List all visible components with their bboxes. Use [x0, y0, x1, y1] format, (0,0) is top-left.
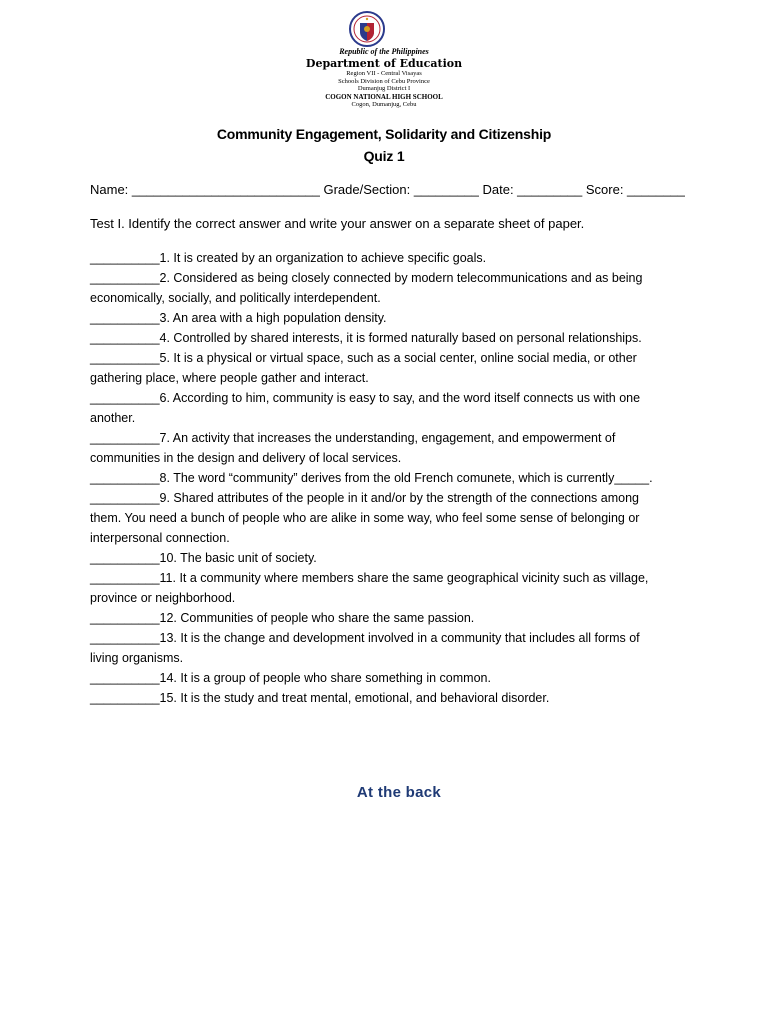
- letterhead-department: Department of Education: [305, 57, 463, 70]
- question-item: __________2. Considered as being closely connected by modern telecommunications and as being economically, socially, and politically interdependent.: [90, 271, 643, 305]
- question-item: __________3. An area with a high population density.: [90, 311, 387, 325]
- question-item: __________10. The basic unit of society.: [90, 551, 317, 565]
- question-item: __________5. It is a physical or virtual space, such as a social center, online social media, or other gathering place, where people gather and interact.: [90, 351, 637, 385]
- question-item: __________4. Controlled by shared interests, it is formed naturally based on personal relationships.: [90, 331, 642, 345]
- deped-seal-icon: [349, 11, 385, 47]
- question-item: __________12. Communities of people who share the same passion.: [90, 611, 475, 625]
- letterhead-school: COGON NATIONAL HIGH SCHOOL: [325, 92, 443, 101]
- back-page-note: At the back: [356, 784, 442, 801]
- letterhead-republic: Republic of the Philippines: [339, 47, 429, 56]
- question-item: __________8. The word “community” derives from the old French comunete, which is currently_____.: [90, 471, 653, 485]
- question-item: __________9. Shared attributes of the people in it and/or by the strength of the connections among them. You need a bunch of people who are alike in some way, who feel some sense of belonging or interpersonal connection.: [90, 491, 640, 545]
- student-info-line: Name: __________________________ Grade/Section: _________ Date: _________ Score: ________: [90, 182, 685, 197]
- question-item: __________13. It is the change and development involved in a community that includes all forms of living organisms.: [90, 631, 640, 665]
- letterhead: [234, 47, 534, 109]
- document-title: Community Engagement, Solidarity and Citizenship: [216, 126, 552, 142]
- letterhead-district: Dumanjug District I: [357, 85, 411, 92]
- question-item: __________6. According to him, community is easy to say, and the word itself connects us with one another.: [90, 391, 641, 425]
- question-item: __________14. It is a group of people who share something in common.: [90, 671, 491, 685]
- letterhead-region: Region VII - Central Visayas: [346, 70, 422, 77]
- question-item: __________1. It is created by an organization to achieve specific goals.: [90, 251, 487, 265]
- question-list: [90, 248, 668, 708]
- test-instruction: Test I. Identify the correct answer and write your answer on a separate sheet of paper.: [90, 216, 585, 231]
- quiz-number: Quiz 1: [363, 148, 405, 164]
- question-item: __________11. It a community where members share the same geographical vicinity such as village, province or neighborhood.: [90, 571, 649, 605]
- letterhead-division: Schools Division of Cebu Province: [338, 77, 430, 85]
- letterhead-address: Cogon, Dumanjug, Cebu: [351, 101, 417, 108]
- question-item: __________15. It is the study and treat mental, emotional, and behavioral disorder.: [90, 691, 550, 705]
- question-item: __________7. An activity that increases the understanding, engagement, and empowerment of communities in the design and delivery of local services.: [90, 431, 616, 465]
